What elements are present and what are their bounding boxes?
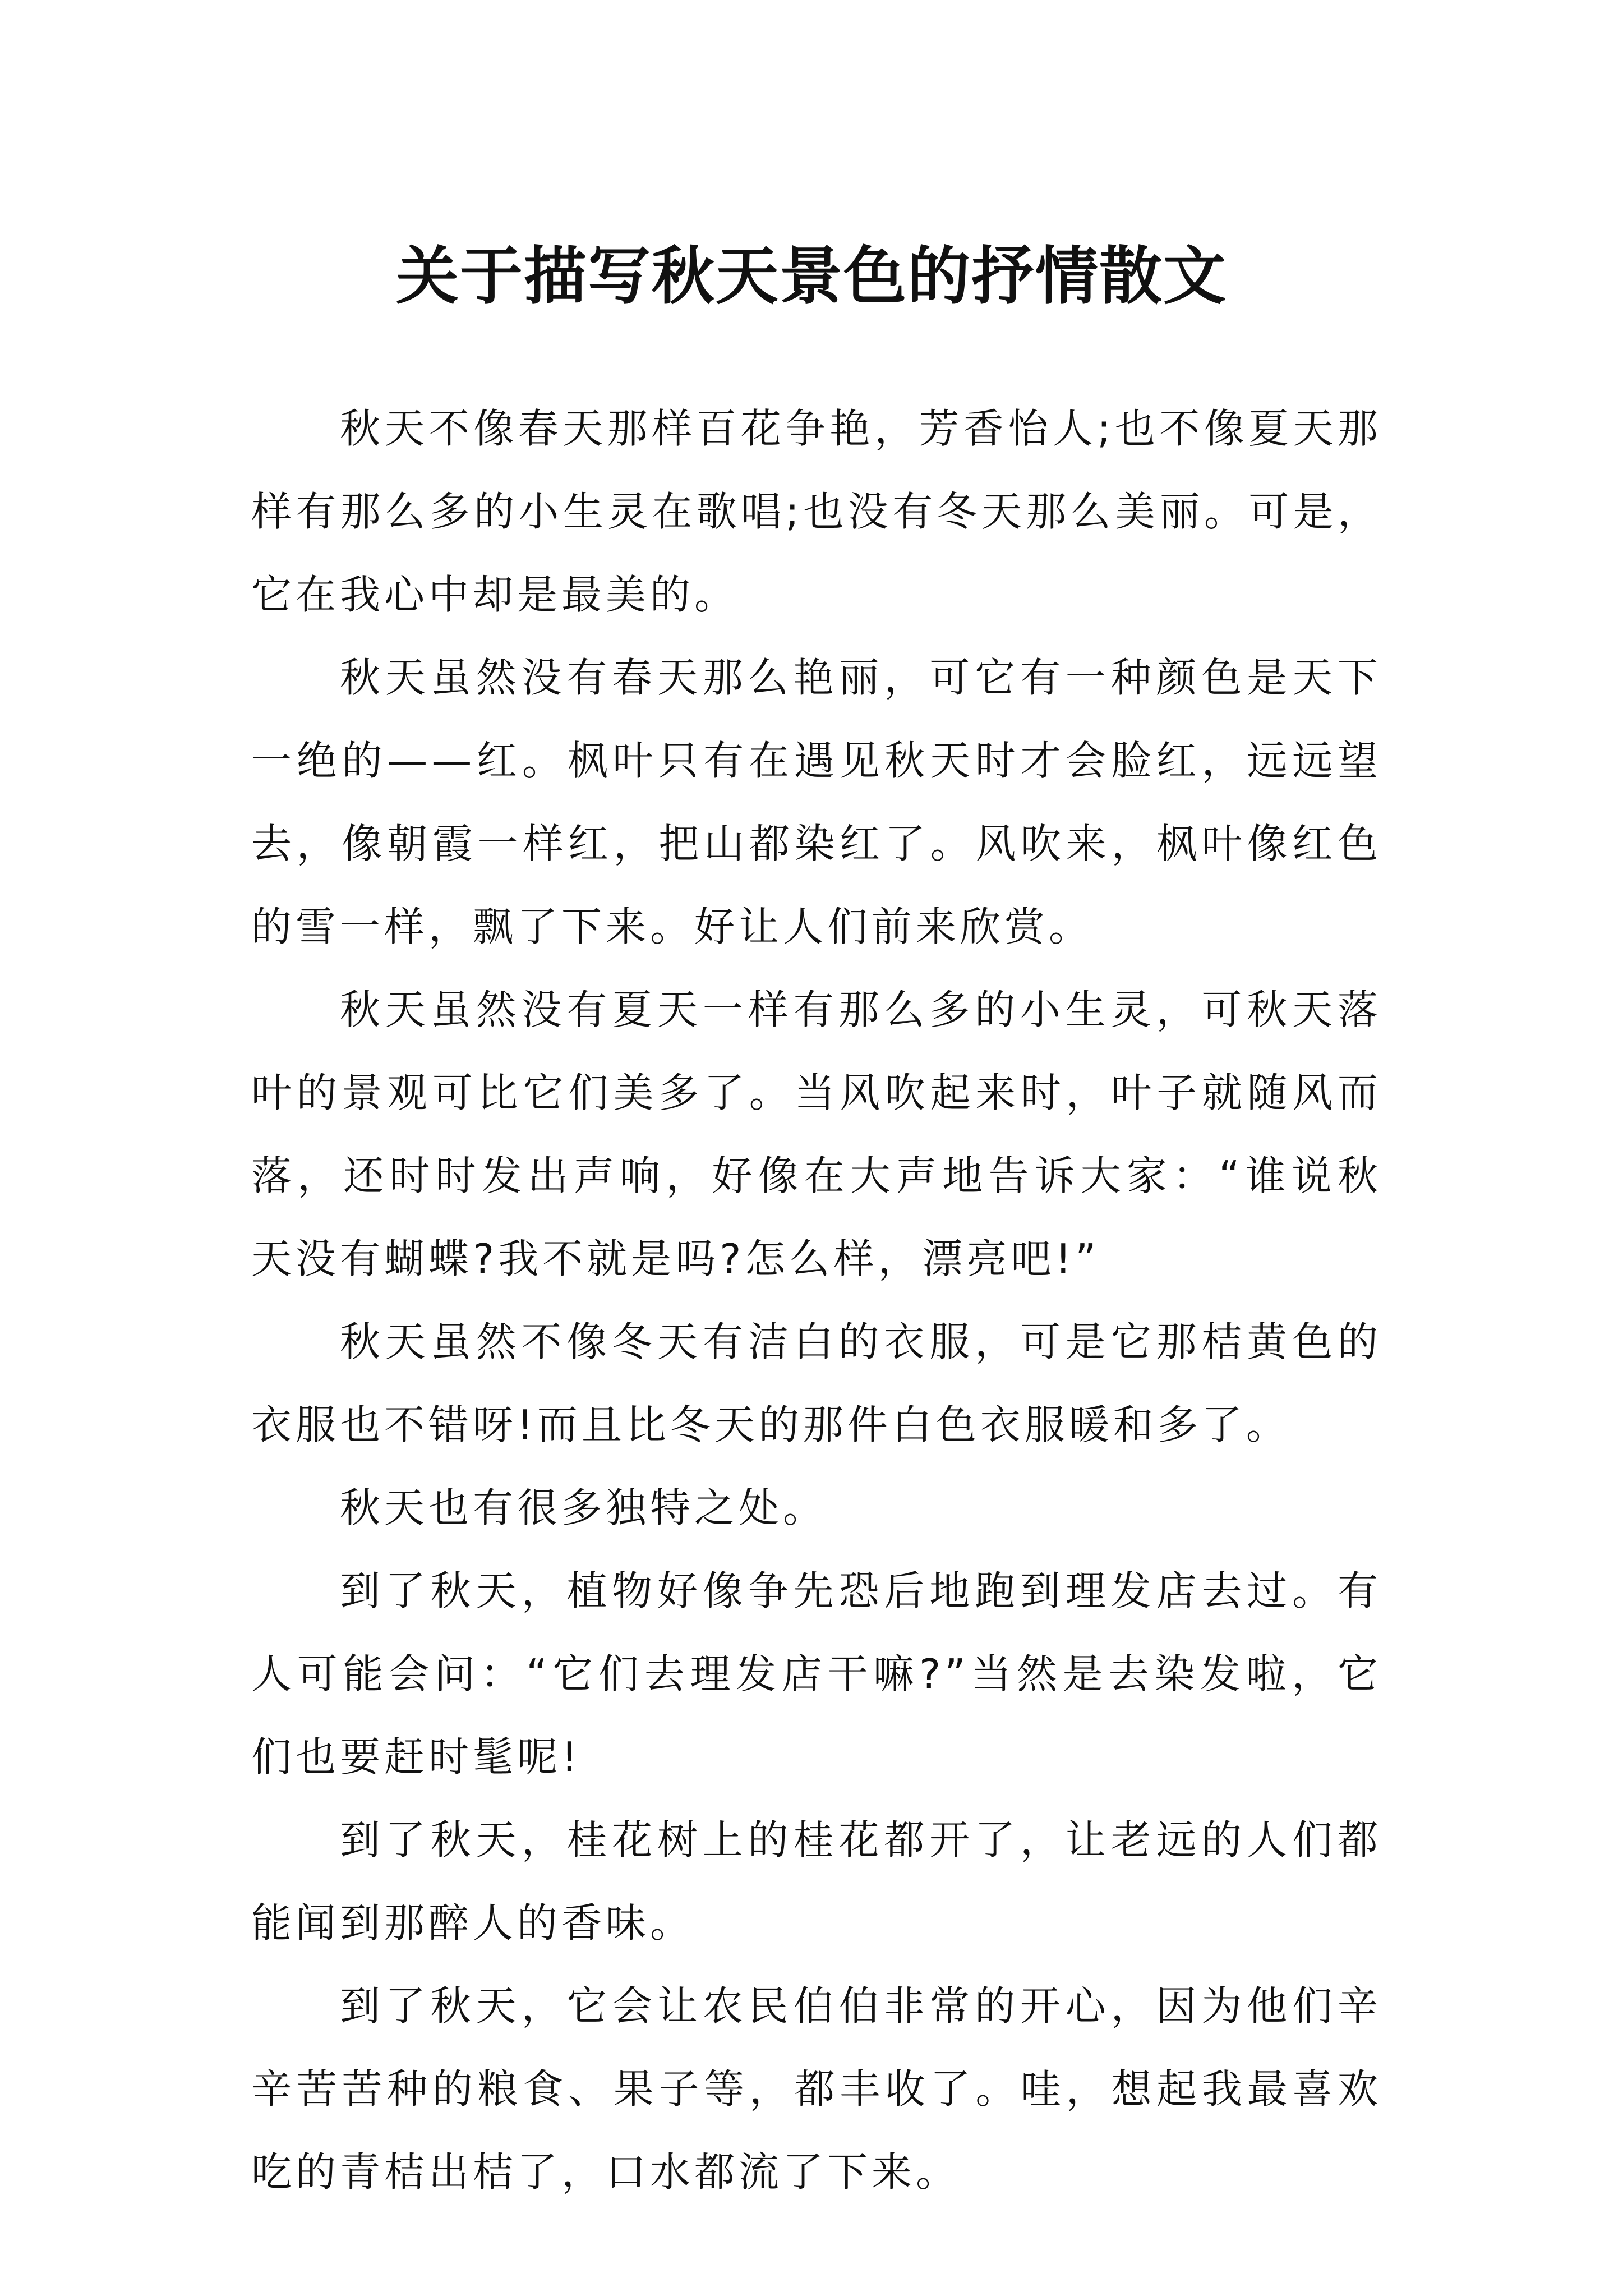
document-body xyxy=(251,387,1382,2214)
paragraph: 秋天也有很多独特之处。 xyxy=(340,1484,828,1531)
paragraph: 秋天虽然没有夏天一样有那么多的小生灵，可秋天落叶的景观可比它们美多了。当风吹起来时，叶子就随风而落，还时时发出声响，好像在大声地告诉大家：“谁说秋天没有蝴蝶?我不就是吗?怎么样，漂亮吧!” xyxy=(251,986,1382,1282)
paragraph: 到了秋天，桂花树上的桂花都开了，让老远的人们都能闻到那醉人的香味。 xyxy=(251,1816,1382,1947)
document-title: 关于描写秋天景色的抒情散文 xyxy=(396,240,1227,314)
paragraph: 秋天虽然不像冬天有洁白的衣服，可是它那桔黄色的衣服也不错呀!而且比冬天的那件白色衣服暖和多了。 xyxy=(251,1318,1382,1448)
paragraph: 到了秋天，植物好像争先恐后地跑到理发店去过。有人可能会问：“它们去理发店干嘛?”当然是去染发啦，它们也要赶时髦呢! xyxy=(251,1567,1382,1780)
paragraph: 秋天虽然没有春天那么艳丽，可它有一种颜色是天下一绝的——红。枫叶只有在遇见秋天时才会脸红，远远望去，像朝霞一样红，把山都染红了。风吹来，枫叶像红色的雪一样，飘了下来。好让人们前来欣赏。 xyxy=(251,654,1382,950)
paragraph: 到了秋天，它会让农民伯伯非常的开心，因为他们辛辛苦苦种的粮食、果子等，都丰收了。哇，想起我最喜欢吃的青桔出桔了，口水都流了下来。 xyxy=(251,1982,1382,2196)
paragraph: 秋天不像春天那样百花争艳，芳香怡人;也不像夏天那样有那么多的小生灵在歌唱;也没有冬天那么美丽。可是，它在我心中却是最美的。 xyxy=(251,405,1382,618)
